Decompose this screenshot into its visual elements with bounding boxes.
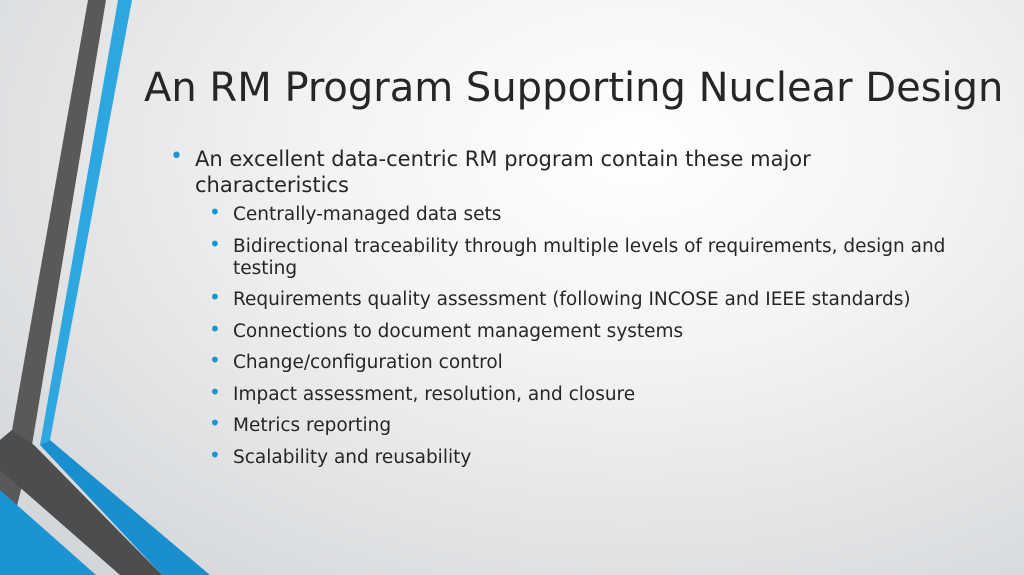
sub-bullet-item bbox=[208, 348, 950, 374]
sub-bullet-list bbox=[208, 200, 950, 469]
bullet-dot-icon: • bbox=[209, 411, 221, 435]
bullet-item bbox=[170, 146, 950, 198]
bullet-dot-icon: • bbox=[209, 379, 221, 404]
bullet-dot-icon: • bbox=[209, 348, 221, 372]
bullet-dot-icon: • bbox=[209, 442, 221, 467]
bullet-dot-icon: • bbox=[209, 285, 221, 309]
bullet-dot-icon: • bbox=[209, 231, 221, 256]
bullet-dot-icon: • bbox=[209, 316, 221, 341]
sub-bullet-item bbox=[208, 442, 950, 469]
bullet-dot-icon: • bbox=[209, 200, 221, 224]
bullet-dot-icon: • bbox=[170, 144, 183, 169]
sub-bullet-item bbox=[208, 231, 950, 280]
sub-bullet-item bbox=[208, 411, 950, 437]
sub-bullet-text: Metrics reporting bbox=[233, 415, 392, 436]
sub-bullet-text: Bidirectional traceability through multiple levels of requirements, design and testing bbox=[233, 235, 946, 279]
bullet-list bbox=[170, 146, 950, 478]
sub-bullet-item bbox=[208, 200, 950, 226]
sub-bullet-item bbox=[208, 379, 950, 406]
sub-bullet-text: Change/configuration control bbox=[233, 352, 503, 373]
bullet-text: An excellent data-centric RM program contain these major characteristics bbox=[195, 147, 811, 197]
sub-bullet-text: Requirements quality assessment (following INCOSE and IEEE standards) bbox=[233, 289, 911, 310]
sub-bullet-text: Scalability and reusability bbox=[233, 446, 472, 468]
sub-bullet-text: Impact assessment, resolution, and closure bbox=[233, 383, 636, 405]
sub-bullet-text: Connections to document management systems bbox=[233, 320, 684, 342]
sub-bullet-text: Centrally-managed data sets bbox=[233, 204, 502, 225]
slide-title: An RM Program Supporting Nuclear Design bbox=[144, 65, 1004, 111]
sub-bullet-item bbox=[208, 285, 950, 311]
sub-bullet-item bbox=[208, 316, 950, 343]
